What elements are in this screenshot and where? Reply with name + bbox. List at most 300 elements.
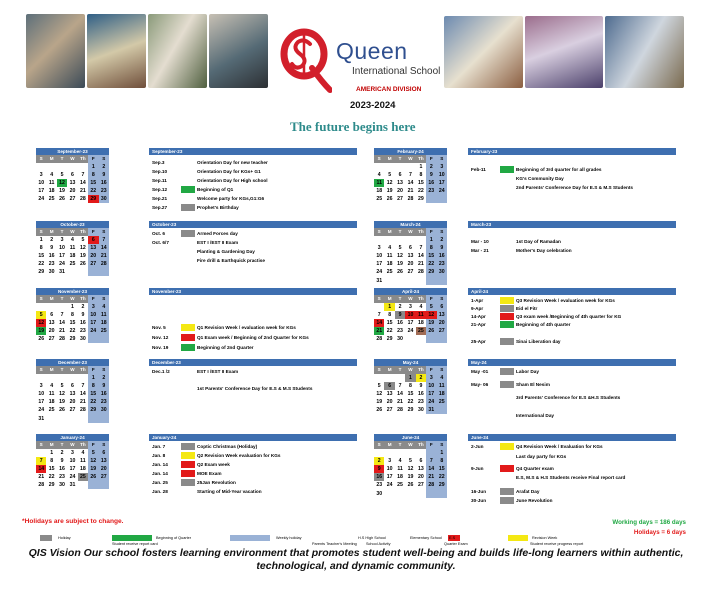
weekday-label: W [67, 228, 77, 236]
day-cell: 22 [48, 474, 55, 481]
day-cell [395, 236, 405, 244]
day-cell: 14 [59, 319, 65, 326]
day-cell: 19 [386, 188, 393, 195]
events-title: January-24 [149, 434, 357, 441]
day-cell [384, 374, 394, 382]
month-calendar [374, 434, 447, 498]
day-cell [88, 268, 98, 276]
weekday-label: M [46, 228, 56, 236]
event-text: Q2 Revision Week evaluation for KGs [197, 453, 281, 458]
day-cell: 27 [418, 482, 424, 489]
day-cell: 23 [376, 482, 383, 489]
day-cell: 14 [418, 252, 424, 259]
weekday-label: S [374, 295, 384, 303]
event-color-swatch [181, 186, 195, 193]
event-text: Beginning of 3rd quarter for all grades [516, 167, 602, 172]
weekday-label: Th [78, 366, 88, 374]
day-cell [395, 276, 405, 284]
day-cell: 4 [50, 171, 54, 178]
day-cell: 5 [377, 382, 381, 389]
day-cell: 2 [81, 303, 85, 310]
event-item [149, 367, 357, 376]
day-cell: 8 [71, 311, 74, 318]
weekday-label: T [57, 441, 67, 449]
legend-label: Revision Week [532, 536, 558, 540]
day-cell: 6 [50, 311, 54, 318]
events-title: December-23 [149, 359, 357, 366]
day-cell: 28 [38, 482, 45, 489]
weekday-label: S [437, 441, 447, 449]
day-cell: 15 [88, 390, 98, 398]
day-cell: 12 [407, 465, 414, 472]
day-cell: 21 [374, 327, 384, 335]
weekday-label: T [57, 155, 67, 163]
event-text: Beginning of 2nd Quarter [197, 345, 254, 350]
day-cell: 7 [398, 382, 402, 389]
event-date: 9-Apr [471, 306, 484, 311]
day-cell: 7 [377, 311, 381, 318]
event-color-swatch [500, 497, 514, 504]
day-cell: 28 [59, 336, 65, 343]
day-cell: 27 [69, 407, 76, 414]
day-cell: 17 [376, 261, 383, 268]
day-cell: 24 [69, 474, 76, 481]
events-november [149, 288, 357, 358]
weekday-label: S [99, 441, 109, 449]
weekday-label: T [395, 441, 405, 449]
day-cell: 10 [386, 465, 393, 472]
day-cell: 12 [397, 252, 403, 259]
day-cell: 10 [38, 179, 45, 186]
events-february [468, 148, 676, 218]
weekday-label: M [384, 155, 394, 163]
legend-label: Weekly holiday [276, 536, 302, 540]
event-item [149, 343, 357, 352]
weekday-label: Th [78, 295, 88, 303]
month-calendar [36, 148, 109, 203]
week-row [374, 327, 447, 335]
weekday-label: F [88, 155, 98, 163]
day-cell [384, 489, 394, 497]
day-cell: 26 [407, 482, 414, 489]
day-cell: 3 [39, 171, 43, 178]
day-cell [99, 481, 109, 489]
weekday-label: W [405, 295, 415, 303]
day-cell [46, 374, 56, 382]
day-cell: 9 [60, 457, 64, 464]
event-text: Eid el Fitr [516, 306, 538, 311]
day-cell: 18 [69, 252, 76, 259]
day-cell: 8 [437, 457, 447, 465]
day-cell: 6 [409, 244, 412, 251]
day-cell: 18 [418, 319, 424, 326]
day-cell: 21 [38, 474, 45, 481]
day-cell: 19 [426, 319, 436, 327]
day-cell: 1 [88, 163, 98, 171]
day-cell: 1 [88, 374, 98, 382]
day-cell [67, 163, 77, 171]
day-cell: 23 [397, 328, 403, 335]
event-text: Orientation Day for new teacher [197, 160, 268, 165]
weekday-label: S [374, 366, 384, 374]
day-cell: 19 [397, 261, 403, 268]
day-cell: 13 [99, 457, 109, 465]
week-row [374, 319, 447, 327]
day-cell: 2 [60, 449, 64, 456]
division-label: AMERICAN DIVISION [356, 86, 422, 93]
event-date: Nov. 19 [152, 345, 169, 350]
day-cell: 10 [376, 252, 383, 259]
school-logo [276, 24, 332, 94]
day-cell: 18 [80, 465, 86, 472]
event-date: Sep.11 [152, 178, 167, 183]
day-cell: 26 [38, 336, 45, 343]
day-cell: 4 [419, 303, 423, 310]
event-item [149, 238, 357, 247]
day-cell: 23 [99, 398, 109, 406]
day-cell: 24 [426, 398, 436, 406]
month-title: September-23 [36, 148, 109, 155]
day-cell: 24 [38, 196, 45, 203]
day-cell: 26 [59, 196, 65, 203]
school-name: Queen [336, 38, 408, 64]
event-date: Jan. 25 [152, 480, 168, 485]
week-row [374, 481, 447, 489]
day-cell: 21 [99, 252, 109, 260]
week-row [36, 244, 109, 252]
week-row [36, 179, 109, 187]
day-cell: 2 [374, 457, 384, 465]
event-item [149, 229, 357, 238]
day-cell: 15 [418, 179, 424, 186]
weekday-label: M [46, 155, 56, 163]
day-cell [416, 236, 426, 244]
weekday-label: F [88, 295, 98, 303]
legend-label: H.S High School [358, 536, 386, 540]
day-cell: 20 [99, 465, 109, 473]
legend-label: Parents Teacher's Meeting [312, 542, 357, 546]
day-cell [57, 303, 67, 311]
day-cell: 17 [59, 252, 65, 259]
day-cell: 30 [418, 407, 424, 414]
week-row [36, 268, 109, 276]
event-date: Jan. 8 [152, 453, 166, 458]
day-cell [395, 374, 405, 382]
day-cell: 20 [69, 399, 76, 406]
weekday-label: M [384, 366, 394, 374]
week-row [374, 449, 447, 457]
month-grid [36, 366, 109, 423]
month-grid [374, 366, 447, 414]
events-title: October-23 [149, 221, 357, 228]
event-text: Q4 Quarter exam [516, 466, 554, 471]
header-photos-left [26, 14, 268, 88]
weekday-label: S [99, 155, 109, 163]
day-cell: 29 [407, 407, 414, 414]
events-june [468, 434, 676, 504]
event-item [149, 247, 357, 256]
day-cell: 6 [437, 303, 447, 311]
month-grid [374, 155, 447, 203]
month-grid [36, 441, 109, 489]
day-cell: 22 [437, 473, 447, 481]
week-row [36, 236, 109, 244]
day-cell: 16 [397, 319, 403, 326]
day-cell: 8 [426, 244, 436, 252]
day-cell: 2 [50, 236, 54, 243]
day-cell: 4 [99, 303, 109, 311]
event-text: Orientation Day for KGs+ G1 [197, 169, 261, 174]
day-cell: 11 [437, 382, 447, 390]
day-cell: 7 [81, 171, 85, 178]
day-cell: 31 [59, 269, 65, 276]
day-cell: 11 [48, 179, 55, 186]
day-cell: 16 [99, 179, 109, 187]
events-title: September-23 [149, 148, 357, 155]
day-cell: 24 [437, 187, 447, 195]
day-cell: 15 [426, 252, 436, 260]
day-cell: 16 [374, 473, 384, 481]
event-item [468, 320, 676, 329]
day-cell: 25 [386, 269, 393, 276]
weekday-label: M [46, 366, 56, 374]
day-cell: 23 [418, 399, 424, 406]
day-cell: 26 [426, 327, 436, 335]
day-cell: 6 [88, 236, 98, 244]
events-title: May-24 [468, 359, 676, 366]
legend-label: Beginning of Quarter [156, 536, 192, 540]
legend-label: School Activity [366, 542, 391, 546]
school-subtitle: International School [352, 66, 441, 77]
day-cell: 16 [48, 252, 55, 259]
weekday-label: S [99, 366, 109, 374]
event-color-swatch [181, 479, 195, 486]
event-date: Sep.3 [152, 160, 165, 165]
weekday-label: F [426, 366, 436, 374]
week-row [36, 473, 109, 481]
day-cell: 5 [398, 244, 402, 251]
day-cell [67, 414, 77, 422]
day-cell: 25 [416, 327, 426, 335]
month-title: June-24 [374, 434, 447, 441]
day-cell: 9 [99, 171, 109, 179]
day-cell: 10 [69, 457, 76, 464]
legend-label: E.S [449, 536, 456, 540]
event-text: 2nd Parents' Conference Day for E.S & M.S Students [516, 185, 634, 190]
day-cell: 28 [376, 336, 383, 343]
day-cell: 23 [48, 261, 55, 268]
day-cell: 3 [71, 449, 74, 456]
day-cell: 18 [48, 188, 55, 195]
day-cell: 6 [384, 382, 394, 390]
week-row [36, 260, 109, 268]
day-cell: 19 [376, 399, 383, 406]
day-cell: 30 [437, 268, 447, 276]
day-cell: 11 [386, 252, 393, 259]
day-cell: 23 [59, 474, 65, 481]
weekday-label: Th [416, 155, 426, 163]
day-cell: 19 [59, 399, 65, 406]
day-cell: 16 [437, 252, 447, 260]
event-date: 25-Apr [471, 339, 486, 344]
event-item [149, 194, 357, 203]
event-item [149, 167, 357, 176]
month-calendar [36, 221, 109, 276]
day-cell: 18 [397, 474, 403, 481]
day-cell [57, 163, 67, 171]
week-row [36, 457, 109, 465]
day-cell: 19 [88, 465, 98, 473]
event-text: Last day party for KGs [516, 454, 567, 459]
day-cell: 17 [386, 474, 393, 481]
day-cell: 22 [407, 399, 414, 406]
event-item [468, 165, 676, 174]
month-title: October-23 [36, 221, 109, 228]
event-text: 1st Day of Ramadan [516, 239, 561, 244]
day-cell: 28 [397, 407, 403, 414]
week-row [374, 382, 447, 390]
month-calendar [374, 221, 447, 285]
day-cell: 22 [88, 398, 98, 406]
event-date: 21-Apr [471, 322, 486, 327]
day-cell: 26 [386, 196, 393, 203]
event-color-swatch [181, 324, 195, 331]
week-row [374, 374, 447, 382]
events-title: March-23 [468, 221, 676, 228]
weekday-label: T [57, 295, 67, 303]
day-cell: 21 [80, 188, 86, 195]
day-cell: 27 [88, 260, 98, 268]
day-cell: 25 [437, 398, 447, 406]
day-cell: 8 [50, 457, 54, 464]
day-cell: 3 [409, 303, 412, 310]
event-color-swatch [500, 297, 514, 304]
event-item [468, 183, 676, 192]
events-september [149, 148, 357, 218]
weekday-label: M [384, 295, 394, 303]
event-color-swatch [500, 313, 514, 320]
events-march [468, 221, 676, 291]
event-item [149, 333, 357, 342]
day-cell: 14 [80, 390, 86, 397]
day-cell: 1 [39, 236, 43, 243]
week-row [36, 449, 109, 457]
day-cell: 20 [418, 474, 424, 481]
events-january [149, 434, 357, 504]
day-cell: 15 [48, 465, 55, 472]
day-cell: 13 [397, 179, 403, 186]
weekday-label: S [36, 295, 46, 303]
day-cell: 31 [376, 277, 383, 284]
week-row [36, 414, 109, 422]
events-april [468, 288, 676, 358]
event-item [149, 256, 357, 265]
weekday-label: S [374, 155, 384, 163]
day-cell: 3 [426, 374, 436, 382]
weekday-label: S [99, 295, 109, 303]
day-cell: 7 [60, 311, 64, 318]
week-row [374, 489, 447, 497]
weekday-label: F [88, 441, 98, 449]
event-date: 2-Jun [471, 444, 484, 449]
event-color-swatch [181, 470, 195, 477]
event-date: 14-Apr [471, 314, 486, 319]
day-cell: 6 [99, 449, 109, 457]
day-cell [57, 374, 67, 382]
day-cell: 28 [407, 196, 414, 203]
day-cell: 8 [419, 171, 423, 178]
day-cell [99, 414, 109, 422]
event-text: EST I /EST II Exam [197, 369, 239, 374]
week-row [36, 382, 109, 390]
day-cell: 18 [99, 319, 109, 327]
day-cell: 5 [60, 171, 64, 178]
day-cell [46, 163, 56, 171]
day-cell: 6 [71, 171, 74, 178]
event-item [149, 451, 357, 460]
event-text: Q2 Exam week [197, 462, 230, 467]
month-calendar [36, 359, 109, 423]
day-cell: 16 [418, 390, 424, 397]
weekday-label: M [384, 441, 394, 449]
day-cell: 24 [59, 261, 65, 268]
day-cell: 24 [386, 482, 393, 489]
weekday-label: T [395, 295, 405, 303]
day-cell: 10 [437, 171, 447, 179]
month-title: April-24 [374, 288, 447, 295]
day-cell [78, 163, 88, 171]
day-cell: 10 [88, 311, 98, 319]
day-cell: 11 [416, 311, 426, 319]
day-cell: 2 [437, 236, 447, 244]
day-cell: 16 [59, 465, 65, 472]
day-cell: 24 [88, 327, 98, 335]
event-date: Oct. 6 [152, 231, 166, 236]
day-cell: 8 [409, 382, 412, 389]
day-cell: 25 [69, 261, 76, 268]
day-cell: 28 [80, 407, 86, 414]
event-date: Jan. 14 [152, 471, 168, 476]
day-cell: 30 [80, 336, 86, 343]
classroom-photo [209, 14, 268, 88]
day-cell: 25 [78, 473, 88, 481]
day-cell: 15 [437, 465, 447, 473]
event-color-swatch [500, 488, 514, 495]
day-cell: 30 [376, 490, 383, 497]
weekday-label: M [384, 228, 394, 236]
event-item [149, 158, 357, 167]
day-cell [405, 489, 415, 497]
event-color-swatch [181, 344, 195, 351]
event-color-swatch [181, 230, 195, 237]
event-text: MOE Exam [197, 471, 222, 476]
day-cell: 31 [38, 415, 45, 422]
day-cell: 25 [48, 407, 55, 414]
week-row [36, 171, 109, 179]
event-date: Oct. 6/7 [152, 240, 169, 245]
day-cell [374, 449, 384, 457]
day-cell: 27 [397, 196, 403, 203]
events-december [149, 359, 357, 429]
event-color-swatch [500, 381, 514, 388]
weekday-label: Th [416, 441, 426, 449]
week-row [374, 390, 447, 398]
event-text: Fire drill & Earthquick practise [197, 258, 265, 263]
day-cell: 4 [50, 382, 54, 389]
weekday-label: F [426, 295, 436, 303]
day-cell: 9 [437, 244, 447, 252]
day-cell [405, 163, 415, 171]
